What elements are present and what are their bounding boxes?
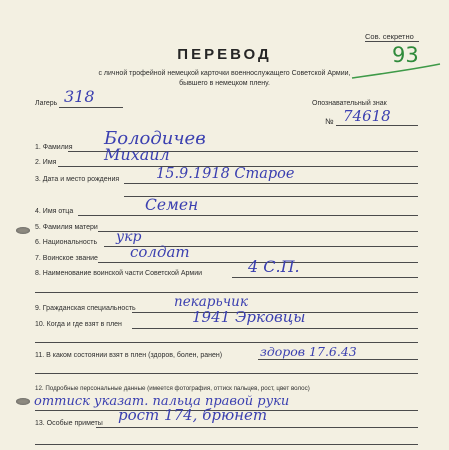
field-line-captured (132, 328, 418, 329)
tag-line (336, 125, 418, 126)
field-label-mother-surname: 5. Фамилия матери (35, 224, 98, 231)
subtitle-line-1: с личной трофейной немецкой карточки военнослужащего Советской Армии, (98, 70, 351, 77)
field-value-rank: солдат (130, 243, 190, 261)
field-line-birth (124, 183, 418, 184)
field-value-surname: Болодичев (104, 128, 206, 149)
field-line-father-name (78, 215, 418, 216)
tag-label: Опознавательный знак (312, 100, 387, 107)
field-label-name: 2. Имя (35, 159, 57, 166)
field-label-surname: 1. Фамилия (35, 144, 73, 151)
punch-hole-upper (16, 227, 30, 234)
field-value-condition: здоров 17.6.43 (260, 344, 357, 359)
field-value-nationality: укр (116, 229, 142, 245)
tag-number-prefix: № (325, 117, 334, 126)
field-label-captured: 10. Когда и где взят в плен (35, 321, 122, 328)
classification-underline (365, 41, 419, 42)
field-label-birth: 3. Дата и место рождения (35, 176, 120, 183)
camp-label: Лагерь (35, 100, 58, 107)
camp-line (59, 107, 123, 108)
field-line-special-marks (96, 427, 418, 428)
field-label-nationality: 6. Национальность (35, 239, 98, 246)
field-label-father-name: 4. Имя отца (35, 208, 74, 215)
field-line-mother-surname (98, 231, 418, 232)
camp-value: 318 (64, 87, 95, 106)
field-label-rank: 7. Воинское звание (35, 255, 98, 262)
field-value-name: Михаил (104, 145, 170, 164)
field-line-unit (232, 277, 418, 278)
punch-hole-lower (16, 398, 30, 405)
field-label-unit: 8. Наименование воинской части Советской Армии (35, 270, 203, 277)
field-label-civil-specialty: 9. Гражданская специальность (35, 305, 136, 312)
field-line-condition (258, 359, 418, 360)
field-value-special-marks: рост 174, брюнет (118, 406, 268, 424)
field-value-civil-specialty: пекарьчик (174, 294, 248, 310)
handwritten-number: 93 (392, 43, 419, 67)
field-line-special-marks-extra (35, 444, 418, 445)
field-value-personal-data: оттиск указат. пальца правой руки (34, 394, 290, 409)
field-value-father-name: Семен (145, 196, 199, 214)
field-value-captured: 1941 Эрковцы (192, 308, 306, 326)
field-line-unit-extra (35, 292, 418, 293)
classification-stamp: Сов. секретно (365, 32, 414, 41)
field-value-unit: 4 С.П. (248, 257, 300, 276)
document-title: ПЕРЕВОД (177, 46, 272, 63)
field-label-condition: 11. В каком состоянии взят в плен (здоров, болен, ранен) (35, 352, 223, 359)
subtitle-line-2: бывшего в немецком плену. (179, 80, 270, 87)
tag-value: 74618 (343, 107, 391, 125)
field-line-condition-extra (35, 373, 418, 374)
field-line-captured-extra (35, 342, 418, 343)
field-label-special-marks: 13. Особые приметы (35, 420, 103, 427)
field-value-birth: 15.9.1918 Старое (156, 166, 295, 182)
field-label-personal-data: 12. Подробные персональные данные (имеется фотография, оттиск пальцев, рост, цвет волос) (35, 385, 310, 392)
